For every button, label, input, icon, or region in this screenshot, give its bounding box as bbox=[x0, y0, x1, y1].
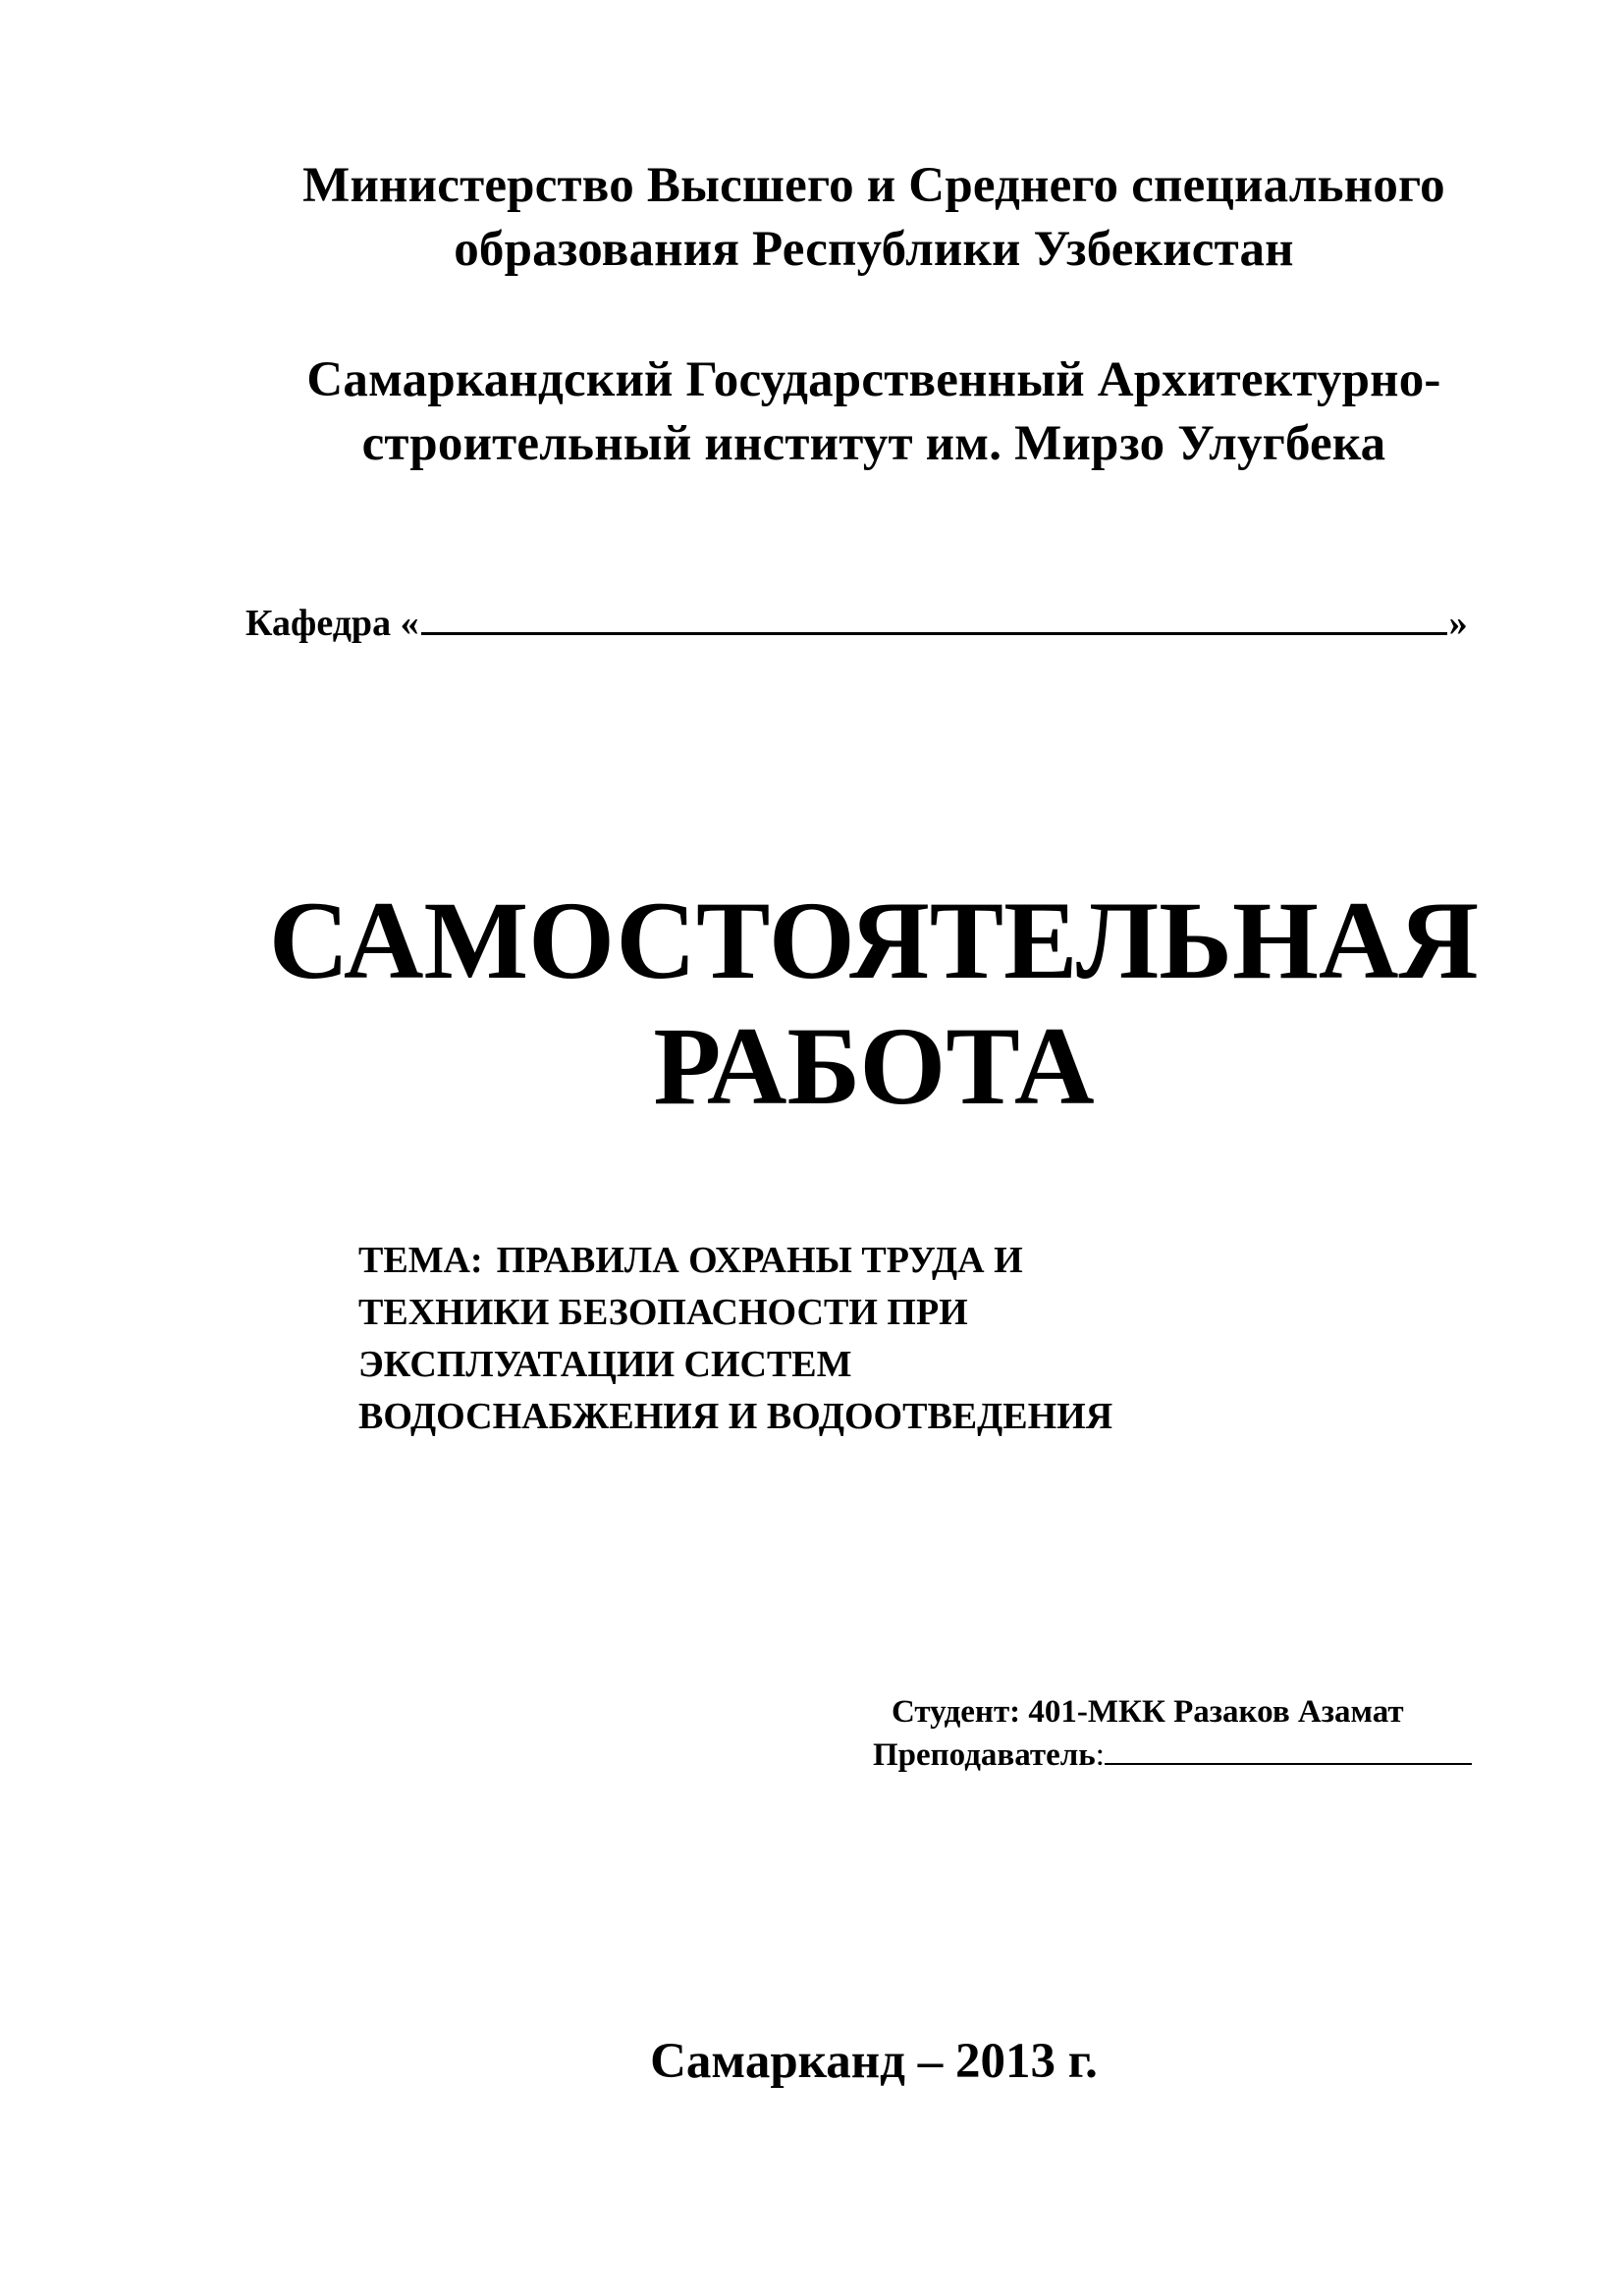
student-info: Студент: 401-МКК Разаков Азамат bbox=[892, 1694, 1404, 1730]
teacher-colon: : bbox=[1095, 1737, 1105, 1773]
document-title-line-1: САМОСТОЯТЕЛЬНАЯ bbox=[268, 880, 1480, 1002]
ministry-line-1: Министерство Высшего и Среднего специального bbox=[302, 158, 1445, 213]
department-close-quote: » bbox=[1448, 603, 1468, 644]
topic-text-1: ПРАВИЛА ОХРАНЫ ТРУДА И bbox=[496, 1240, 1023, 1281]
institute-heading bbox=[0, 348, 1624, 476]
topic-label: ТЕМА: bbox=[358, 1240, 483, 1281]
teacher-label: Преподаватель bbox=[873, 1737, 1096, 1773]
teacher-blank-line bbox=[1105, 1735, 1472, 1765]
ministry-heading bbox=[0, 154, 1624, 282]
topic-line-2: ТЕХНИКИ БЕЗОПАСНОСТИ ПРИ bbox=[358, 1292, 968, 1333]
document-title bbox=[0, 879, 1624, 1130]
teacher-field bbox=[873, 1734, 1472, 1777]
city-year: Самарканд – 2013 г. bbox=[650, 2034, 1098, 2089]
ministry-line-2: образования Республики Узбекистан bbox=[454, 222, 1294, 277]
institute-line-2: строительный институт им. Мирзо Улугбека bbox=[361, 416, 1386, 471]
document-title-line-2: РАБОТА bbox=[653, 1005, 1095, 1128]
department-label: Кафедра « bbox=[245, 603, 419, 644]
topic-line-3: ЭКСПЛУАТАЦИИ СИСТЕМ bbox=[358, 1344, 852, 1385]
topic-block bbox=[358, 1235, 1112, 1443]
department-blank-line bbox=[421, 599, 1447, 635]
department-field bbox=[245, 599, 1468, 647]
institute-line-1: Самаркандский Государственный Архитектурно- bbox=[306, 352, 1441, 407]
topic-line-4: ВОДОСНАБЖЕНИЯ И ВОДООТВЕДЕНИЯ bbox=[358, 1396, 1113, 1437]
topic-line-1 bbox=[358, 1235, 1112, 1287]
